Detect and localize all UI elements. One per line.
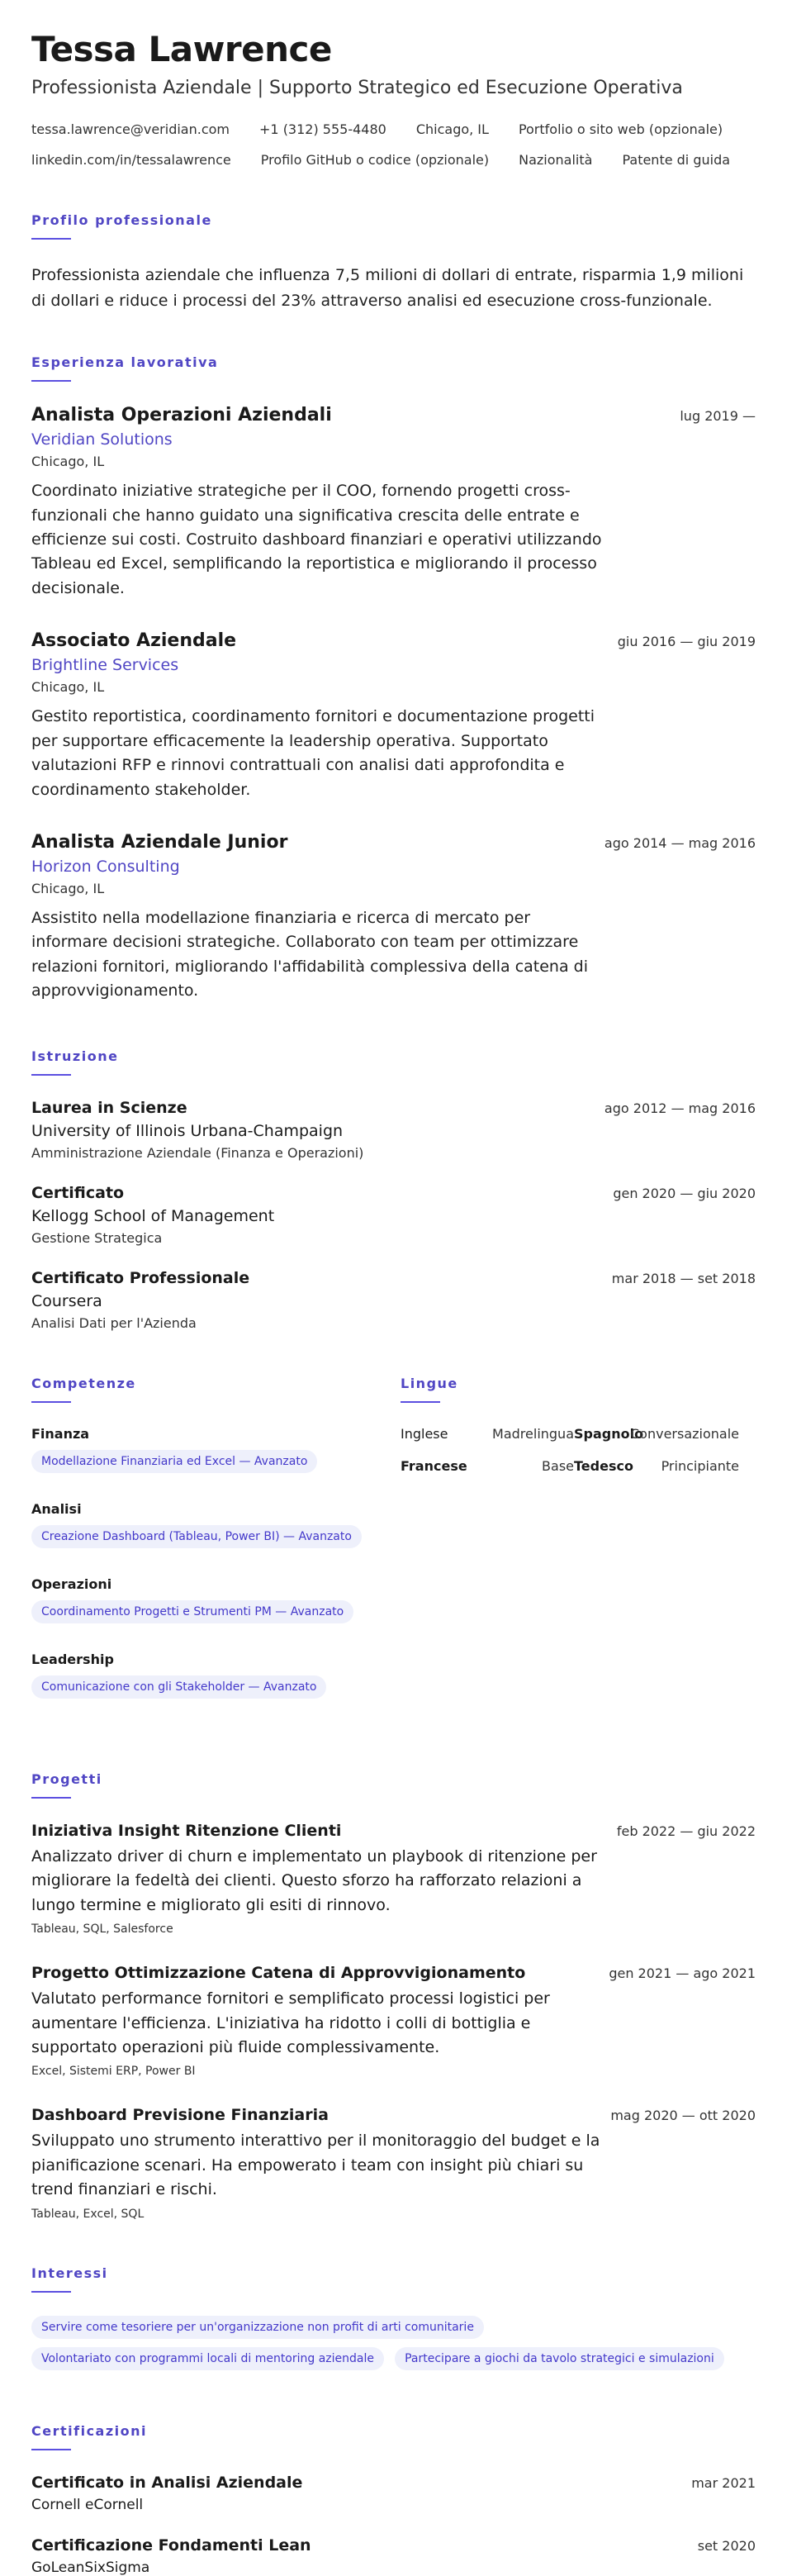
skill-chip: Comunicazione con gli Stakeholder — Avanzato — [31, 1675, 326, 1699]
job-role: Analista Aziendale Junior — [31, 832, 288, 853]
job-location: Chicago, IL — [31, 679, 105, 696]
phone[interactable]: +1 (312) 555-4480 — [259, 121, 386, 138]
interests-row — [31, 2316, 756, 2347]
skill-group — [31, 1652, 395, 1707]
language-level: Madrelingua — [492, 1425, 574, 1442]
certification-issuer: GoLeanSixSigma — [31, 2559, 150, 2576]
skill-chip: Creazione Dashboard (Tableau, Power BI) — Avanzato — [31, 1525, 362, 1548]
language-name: Tedesco — [574, 1457, 633, 1474]
certification-issuer: Cornell eCornell — [31, 2496, 144, 2513]
interests-row — [31, 2347, 756, 2379]
project-title: Dashboard Previsione Finanziaria — [31, 2106, 329, 2125]
education-dates: mar 2018 — set 2018 — [611, 1270, 756, 1286]
job-description: Coordinato iniziative strategiche per il COO, fornendo progetti cross-funzionali che hanno guidato una significativa crescita delle entrate e efficienze sui costi. Costruito dashboard finanziari e operativi utilizzando Tableau ed Excel, semplificando la reportistica e migliorando il processo decisionale. — [31, 482, 602, 597]
language-name: Francese — [401, 1457, 467, 1474]
education-entry — [31, 1269, 756, 1331]
portfolio-link[interactable]: Portfolio o sito web (opzionale) — [518, 121, 723, 138]
interest-chip: Servire come tesoriere per un'organizzazione non profit di arti comunitarie — [31, 2316, 484, 2339]
person-name: Tessa Lawrence — [31, 29, 332, 69]
github-link[interactable]: Profilo GitHub o codice (opzionale) — [260, 152, 490, 169]
experience-entry — [31, 832, 756, 1004]
project-dates: gen 2021 — ago 2021 — [609, 1965, 756, 1982]
education-section — [31, 1048, 756, 1331]
interest-chip: Partecipare a giochi da tavolo strategici e simulazioni — [395, 2347, 724, 2370]
skill-chip: Coordinamento Progetti e Strumenti PM — Avanzato — [31, 1600, 353, 1623]
job-role: Analista Operazioni Aziendali — [31, 405, 332, 426]
job-location: Chicago, IL — [31, 881, 105, 897]
job-dates: giu 2016 — giu 2019 — [617, 634, 756, 650]
project-description: Analizzato driver di churn e implementato un playbook di ritenzione per migliorare la fedeltà dei clienti. Questo sforzo ha rafforzato relazioni a lungo termine e migliorato gli esiti di rinnovo. — [31, 1846, 597, 1914]
nationality: Nazionalità — [519, 152, 593, 169]
section-divider — [31, 1401, 71, 1403]
project-dates: mag 2020 — ott 2020 — [610, 2108, 756, 2124]
project-title: Iniziativa Insight Ritenzione Clienti — [31, 1821, 342, 1840]
section-divider — [401, 1401, 440, 1403]
contact-row-1 — [31, 121, 756, 137]
field-of-study: Analisi Dati per l'Azienda — [31, 1314, 197, 1331]
education-entry — [31, 1184, 756, 1246]
job-company: Horizon Consulting — [31, 858, 180, 877]
certification-name: Certificato in Analisi Aziendale — [31, 2473, 303, 2492]
experience-section — [31, 354, 756, 1004]
skill-group — [31, 1426, 395, 1481]
interest-chip: Volontariato con programmi locali di mentoring aziendale — [31, 2347, 384, 2370]
language-name: Spagnolo — [574, 1425, 644, 1442]
school: Kellogg School of Management — [31, 1206, 275, 1225]
education-entry — [31, 1099, 756, 1161]
skills-languages-row — [31, 1376, 756, 1727]
project-entry — [31, 1822, 756, 1936]
project-description: Valutato performance fornitori e semplificato processi logistici per aumentare l'efficienza. L'iniziativa ha ridotto i colli di bottiglia e supportato operazioni più fluide complessivamente. — [31, 1989, 550, 2056]
job-location: Chicago, IL — [31, 454, 105, 470]
project-title: Progetto Ottimizzazione Catena di Approvvigionamento — [31, 1964, 526, 1983]
job-company: Veridian Solutions — [31, 430, 173, 449]
skill-category: Leadership — [31, 1651, 114, 1667]
degree: Laurea in Scienze — [31, 1098, 187, 1117]
certifications-title: Certificazioni — [31, 2422, 148, 2439]
education-dates: ago 2012 — mag 2016 — [604, 1100, 756, 1116]
skill-category: Analisi — [31, 1500, 82, 1517]
skills-title: Competenze — [31, 1375, 136, 1391]
project-entry — [31, 1964, 756, 2078]
contact-row-2 — [31, 152, 756, 168]
skills-section — [31, 1376, 395, 1727]
languages-title: Lingue — [401, 1375, 458, 1391]
skill-chip: Modellazione Finanziaria ed Excel — Avanzato — [31, 1450, 317, 1473]
project-tech: Tableau, Excel, SQL — [31, 2207, 145, 2221]
section-divider — [31, 1074, 71, 1076]
headline: Professionista Aziendale | Supporto Strategico ed Esecuzione Operativa — [31, 78, 683, 99]
certification-name: Certificazione Fondamenti Lean — [31, 2536, 311, 2555]
job-company: Brightline Services — [31, 656, 179, 675]
field-of-study: Gestione Strategica — [31, 1229, 163, 1246]
language-level: Conversazionale — [630, 1425, 739, 1442]
projects-title: Progetti — [31, 1770, 102, 1787]
language-row — [401, 1458, 756, 1474]
skill-group — [31, 1501, 395, 1557]
certification-date: mar 2021 — [691, 2474, 756, 2491]
summary-title: Profilo professionale — [31, 212, 212, 229]
job-dates: lug 2019 — — [680, 408, 756, 425]
certification-date: set 2020 — [697, 2537, 756, 2554]
certification-entry — [31, 2474, 756, 2513]
section-divider — [31, 1797, 71, 1799]
summary-section — [31, 212, 756, 313]
education-title: Istruzione — [31, 1048, 119, 1064]
location: Chicago, IL — [415, 121, 489, 138]
driving-license: Patente di guida — [622, 152, 731, 169]
school: University of Illinois Urbana-Champaign — [31, 1121, 344, 1140]
language-level: Principiante — [661, 1457, 739, 1474]
school: Coursera — [31, 1291, 102, 1310]
skill-category: Finanza — [31, 1425, 90, 1442]
email[interactable]: tessa.lawrence@veridian.com — [31, 121, 230, 138]
skill-category: Operazioni — [31, 1576, 112, 1592]
job-description: Assistito nella modellazione finanziaria e ricerca di mercato per informare decisioni strategiche. Collaborato con team per ottimizzare relazioni fornitori, migliorando l'affidabilità complessiva della catena di approvvigionamento. — [31, 909, 588, 1000]
field-of-study: Amministrazione Aziendale (Finanza e Operazioni) — [31, 1144, 364, 1161]
language-level: Base — [542, 1457, 574, 1474]
linkedin-link[interactable]: linkedin.com/in/tessalawrence — [31, 152, 231, 169]
skill-group — [31, 1576, 395, 1632]
interests-title: Interessi — [31, 2265, 108, 2281]
project-description: Sviluppato uno strumento interattivo per il monitoraggio del budget e la pianificazione scenari. Ha empowerato i team con insight più chiari su trend finanziari e rischi. — [31, 2132, 600, 2199]
certification-entry — [31, 2536, 756, 2576]
degree: Certificato — [31, 1183, 125, 1202]
job-role: Associato Aziendale — [31, 630, 237, 652]
section-divider — [31, 380, 71, 382]
project-tech: Tableau, SQL, Salesforce — [31, 1922, 173, 1937]
project-tech: Excel, Sistemi ERP, Power BI — [31, 2065, 196, 2079]
interests-section — [31, 2265, 756, 2379]
experience-entry — [31, 405, 756, 601]
job-description: Gestito reportistica, coordinamento fornitori e documentazione progetti per supportare efficacemente la leadership operativa. Supportato valutazioni RFP e rinnovi contrattuali con analisi dati approfondita e coordinamento stakeholder. — [31, 707, 595, 799]
section-divider — [31, 238, 71, 240]
section-divider — [31, 2291, 71, 2293]
experience-entry — [31, 630, 756, 802]
project-dates: feb 2022 — giu 2022 — [616, 1823, 756, 1839]
projects-section — [31, 1771, 756, 2221]
certifications-section — [31, 2423, 756, 2576]
degree: Certificato Professionale — [31, 1268, 250, 1287]
education-dates: gen 2020 — giu 2020 — [613, 1185, 756, 1201]
project-entry — [31, 2106, 756, 2220]
languages-section — [401, 1376, 756, 1727]
experience-title: Esperienza lavorativa — [31, 354, 219, 371]
summary-text: Professionista aziendale che influenza 7,5 milioni di dollari di entrate, risparmia 1,9 milioni di dollari e riduce i processi del 23% attraverso analisi ed esecuzione cross-funzionale. — [31, 266, 744, 310]
language-name: Inglese — [401, 1425, 448, 1442]
job-dates: ago 2014 — mag 2016 — [604, 835, 756, 852]
section-divider — [31, 2449, 71, 2450]
language-row — [401, 1426, 756, 1442]
